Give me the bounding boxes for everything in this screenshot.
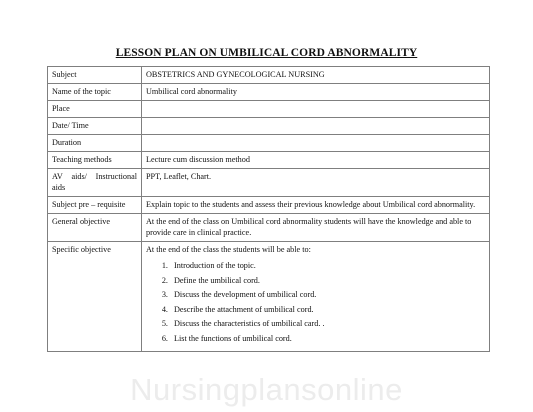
av-label-word: Instructional	[95, 172, 137, 181]
document-title: LESSON PLAN ON UMBILICAL CORD ABNORMALITY	[115, 47, 418, 59]
objectives-list	[146, 260, 485, 344]
table-row-subject	[48, 67, 490, 84]
table-row-duration	[48, 135, 490, 152]
row-label-general-objective: General objective	[48, 214, 142, 242]
row-label-specific-objective: Specific objective	[48, 242, 142, 352]
row-value-methods: Lecture cum discussion method	[142, 152, 490, 169]
list-item: 2. Define the umbilical cord.	[170, 275, 485, 286]
row-value-topic: Umbilical cord abnormality	[142, 84, 490, 101]
table-row-datetime	[48, 118, 490, 135]
row-label-datetime: Date/ Time	[48, 118, 142, 135]
list-item: 3. Discuss the development of umbilical cord.	[170, 289, 485, 300]
row-value-datetime	[142, 118, 490, 135]
av-label-word: aids/	[71, 172, 87, 181]
row-value-duration	[142, 135, 490, 152]
row-label-prerequisite: Subject pre – requisite	[48, 197, 142, 214]
row-label-place: Place	[48, 101, 142, 118]
av-label-word: AV	[52, 172, 63, 181]
row-label-topic: Name of the topic	[48, 84, 142, 101]
row-value-prerequisite: Explain topic to the students and assess their previous knowledge about Umbilical cord abnormality.	[142, 197, 490, 214]
list-item: 5. Discuss the characteristics of umbilical card. .	[170, 318, 485, 329]
table-row-prerequisite	[48, 197, 490, 214]
row-value-general-objective: At the end of the class on Umbilical cord abnormality students will have the knowledge and able to provide care in clinical practice.	[142, 214, 490, 242]
row-value-specific-objective	[142, 242, 490, 352]
list-item: 6. List the functions of umbilical cord.	[170, 333, 485, 344]
table-row-general-objective	[48, 214, 490, 242]
row-value-av-aids: PPT, Leaflet, Chart.	[142, 169, 490, 197]
row-label-duration: Duration	[48, 135, 142, 152]
list-item: 1. Introduction of the topic.	[170, 260, 485, 271]
row-label-subject: Subject	[48, 67, 142, 84]
table-row-specific-objective	[48, 242, 490, 352]
watermark: Nursingplansonline	[130, 372, 403, 407]
row-value-place	[142, 101, 490, 118]
row-value-subject: OBSTETRICS AND GYNECOLOGICAL NURSING	[142, 67, 490, 84]
table-row-av-aids	[48, 169, 490, 197]
specific-objective-intro: At the end of the class the students will be able to:	[146, 245, 311, 254]
row-label-av-aids	[48, 169, 142, 197]
av-label-line1	[52, 171, 137, 182]
table-row-place	[48, 101, 490, 118]
table-row-topic	[48, 84, 490, 101]
lesson-plan-table	[47, 66, 490, 352]
list-item: 4. Describe the attachment of umbilical cord.	[170, 304, 485, 315]
av-label-line2: aids	[52, 183, 66, 192]
table-row-methods	[48, 152, 490, 169]
row-label-methods: Teaching methods	[48, 152, 142, 169]
